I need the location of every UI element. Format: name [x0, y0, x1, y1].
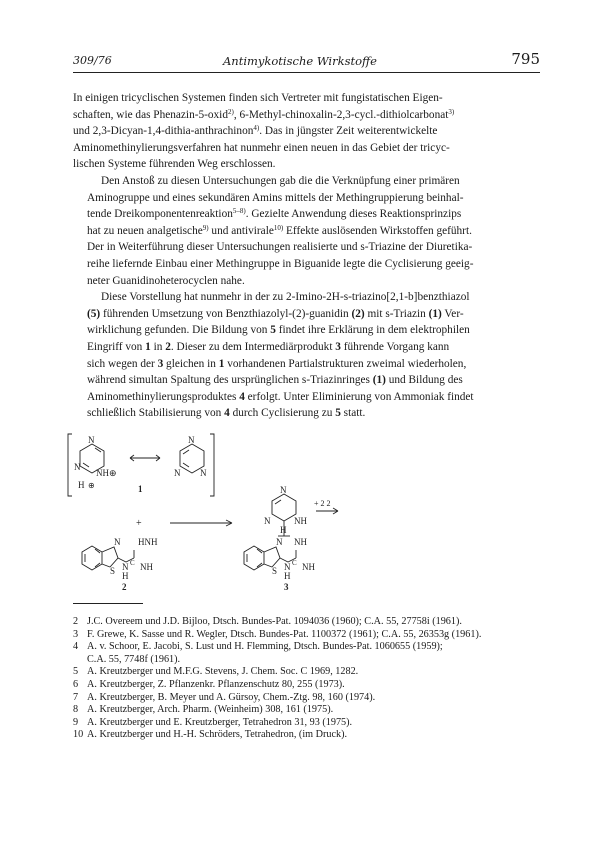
footnote-rule — [73, 603, 143, 604]
body-text — [73, 90, 533, 422]
atom-label: N — [174, 468, 181, 478]
footnote-text: F. Grewe, K. Sasse und R. Wegler, Dtsch. Bundes-Pat. 1100372 (1961); C.A. 55, 26353g (1961). — [87, 628, 482, 640]
footnote-continuation: C.A. 55, 7748f (1961). — [87, 653, 181, 665]
atom-label: N — [114, 537, 121, 547]
atom-label: N — [122, 562, 129, 572]
charge-symbol: ⊕ — [88, 481, 95, 490]
atom-label: H — [78, 480, 85, 490]
footnote-item — [73, 717, 553, 730]
text-line: und 2,3-Dicyan-1,4-dithia-anthrachinon$^{4)}$. Das in jüngster Zeit weiterentwickelte — [73, 124, 438, 138]
footnote-text: J.C. Overeem und J.D. Bijloo, Dtsch. Bundes-Pat. 1094036 (1960); C.A. 55, 27758i (1961). — [87, 616, 462, 627]
atom-label: N — [280, 485, 287, 495]
atom-label: H — [284, 571, 291, 581]
text-line: sich wegen der 3 gleichen in 1 vorhandenen Partialstrukturen zweimal wiederholen, — [87, 357, 467, 370]
atom-label: N — [88, 435, 95, 445]
journal-issue: 309/76 — [73, 54, 112, 67]
footnote-item — [73, 704, 553, 717]
footnote-item — [73, 692, 553, 705]
reaction-scheme — [60, 432, 360, 592]
atom-label: N — [200, 468, 207, 478]
text-line: Aminomethinylierungsverfahren hat nunmehr einen neuen in das Gebiet der tricyc- — [73, 141, 450, 154]
atom-label: S — [272, 566, 278, 576]
text-line: lischen Systeme führenden Weg erschlossen. — [73, 158, 276, 171]
thiazole-ring-2 — [102, 547, 118, 567]
text-line: reihe liefernde Einbau einer Methingruppe in Biguanide legte die Cyclisierung geeig- — [87, 257, 474, 270]
footnote-number: 5 — [73, 666, 79, 678]
page-number: 795 — [511, 50, 540, 68]
atom-label: H — [280, 525, 287, 535]
citation-ref: 5–8) — [232, 207, 246, 216]
intermediate-ring — [272, 494, 296, 521]
footnote-number: 8 — [73, 704, 79, 716]
compound-label: 3 — [284, 582, 289, 592]
reagent-label: + 2 2 — [314, 499, 331, 508]
footnote-item — [73, 729, 553, 742]
footnote-text: A. Kreutzberger, Z. Pflanzenkr. Pflanzenschutz 80, 255 (1973). — [87, 678, 345, 690]
paragraph-1 — [73, 90, 533, 173]
atom-label: N — [188, 435, 195, 445]
plus-sign: + — [136, 518, 142, 529]
bracket-left — [68, 434, 72, 496]
footnote-number: 9 — [73, 716, 79, 728]
text-line: Eingriff von 1 in 2. Dieser zu dem Intermediärprodukt 3 führende Vorgang kann — [87, 340, 450, 353]
citation-ref: 9) — [202, 223, 209, 232]
footnotes — [73, 616, 553, 742]
running-header — [60, 48, 540, 72]
atom-label: S — [110, 566, 116, 576]
text-line: tende Dreikomponentenreaktion$^{5-8)}$. Gezielte Anwendung dieses Reaktionsprinzips — [87, 207, 462, 221]
atom-label: N — [276, 537, 283, 547]
atom-label: H — [122, 571, 129, 581]
footnote-number: 4 — [73, 641, 79, 653]
text-line: hat zu neuen analgetische$^{9)}$ und antivirale$^{10)}$ Effekte auslösenden Wirkstoffen geführt. — [87, 223, 472, 237]
atom-label: N — [264, 516, 271, 526]
atom-label: HNH — [138, 537, 158, 547]
footnote-text: A. Kreutzberger, B. Meyer und A. Gürsoy, Chem.-Ztg. 98, 160 (1974). — [87, 691, 376, 703]
text-line: während simultan Spaltung des ursprünglichen s-Triazinringes (1) und Bildung des — [87, 374, 463, 387]
footnote-item — [73, 679, 553, 692]
text-line: wirklichung gefunden. Die Bildung von 5 findet ihre Erklärung in dem elektrophilen — [87, 324, 470, 337]
thiazole-ring-3 — [264, 547, 280, 567]
text-line: Der in Weiterführung dieser Untersuchungen realisierte und s-Triazine der Diuretika- — [87, 241, 473, 254]
text-line: schließlich Stabilisierung von 4 durch Cyclisierung zu 5 statt. — [87, 407, 366, 420]
running-title: Antimykotische Wirkstoffe — [223, 54, 377, 68]
paragraph-2 — [73, 173, 533, 289]
citation-ref: 2) — [227, 107, 234, 116]
atom-label: NH — [140, 562, 153, 572]
text-line: (5) führenden Umsetzung von Benzthiazolyl-(2)-guanidin (2) mit s-Triazin (1) Ver- — [87, 307, 464, 320]
atom-label: NH — [294, 537, 307, 547]
footnote-text: A. Kreutzberger, Arch. Pharm. (Weinheim) 308, 161 (1975). — [87, 704, 334, 716]
atom-label: C — [292, 559, 297, 567]
atom-label: NH⊕ — [96, 468, 117, 478]
footnote-item — [73, 666, 553, 679]
citation-ref: 4) — [253, 124, 260, 133]
text-line: neter Guanidinoheterocyclen nahe. — [87, 274, 245, 287]
atom-label: NH — [302, 562, 315, 572]
footnote-text: A. Kreutzberger und M.F.G. Stevens, J. Chem. Soc. C 1969, 1282. — [87, 666, 359, 678]
text-line: Aminomethinylierungsproduktes 4 erfolgt. Unter Eliminierung von Ammoniak findet — [87, 390, 474, 403]
compound-label: 1 — [138, 484, 143, 494]
footnote-number: 6 — [73, 678, 79, 690]
text-line: Aminogruppe und eines sekundären Amins mittels der Methingruppierung beinhal- — [87, 191, 464, 204]
text-line: Den Anstoß zu diesen Untersuchungen gab die die Verknüpfung einer primären — [101, 174, 460, 187]
paragraph-3 — [73, 289, 533, 422]
citation-ref: 3) — [448, 107, 455, 116]
text-line: schaften, wie das Phenazin-5-oxid$^{2)}$, 6-Methyl-chinoxalin-2,3-cycl.-dithiolcarbonat$^{3)}$ — [73, 107, 455, 121]
footnote-text: A. Kreutzberger und H.-H. Schröders, Tetrahedron, (im Druck). — [87, 729, 348, 741]
atom-label: C — [130, 559, 135, 567]
footnote-number: 2 — [73, 616, 79, 627]
citation-ref: 10) — [273, 223, 284, 232]
atom-label: NH — [294, 516, 307, 526]
header-rule — [73, 72, 540, 73]
bracket-right — [210, 434, 214, 496]
footnote-item — [73, 641, 553, 666]
footnote-number: 3 — [73, 628, 79, 640]
text-line: Diese Vorstellung hat nunmehr in der zu 2-Imino-2H-s-triazino[2,1-b]benzthiazol — [101, 291, 470, 304]
footnote-text: A. v. Schoor, E. Jacobi, S. Lust und H. Flemming, Dtsch. Bundes-Pat. 1060655 (1959); — [87, 641, 443, 653]
compound-label: 2 — [122, 582, 127, 592]
text-line: In einigen tricyclischen Systemen finden sich Vertreter mit fungistatischen Eigen- — [73, 92, 443, 104]
footnote-number: 7 — [73, 691, 79, 703]
footnote-item — [73, 629, 553, 642]
atom-label: N — [74, 462, 81, 472]
atom-label: N — [284, 562, 291, 572]
footnote-text: A. Kreutzberger und E. Kreutzberger, Tetrahedron 31, 93 (1975). — [87, 716, 353, 728]
footnote-number: 10 — [73, 729, 84, 741]
footnote-item — [73, 616, 553, 629]
